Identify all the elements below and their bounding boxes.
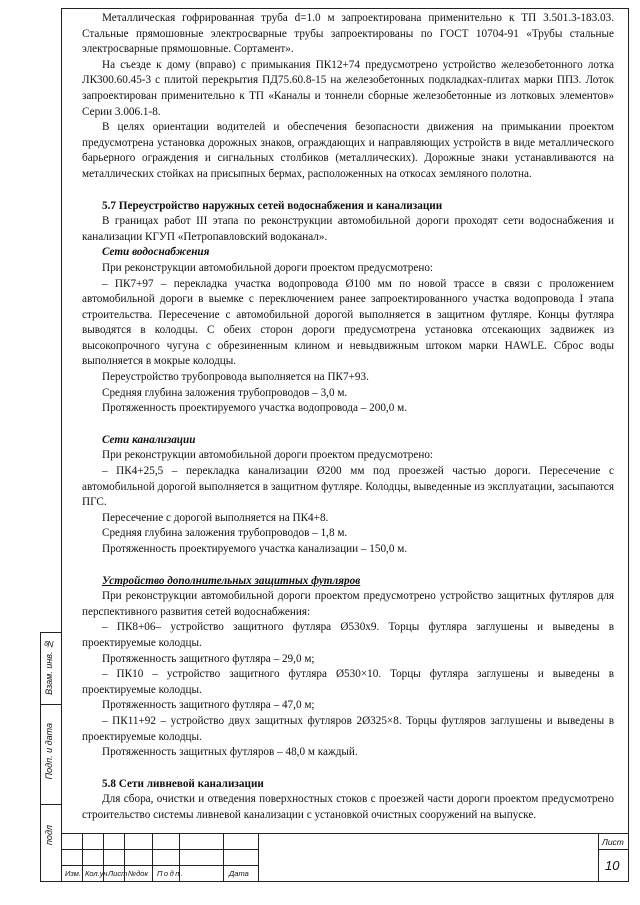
titleblock-list: Лист xyxy=(108,869,128,878)
side-cell-vzam xyxy=(41,633,61,705)
paragraph: Для сбора, очистки и отведения поверхностных стоков с проезжей части дороги проектом предусмотрено строительство системы ливневой канализации с установкой очистных сооружений на выпуске. xyxy=(82,793,614,821)
titleblock-kol: Кол.уч xyxy=(85,869,108,878)
paragraph: Протяженность защитного футляра – 29,0 м; xyxy=(102,652,315,665)
titleblock-list-label: Лист xyxy=(602,837,624,847)
paragraph: Средняя глубина заложения трубопроводов – 3,0 м. xyxy=(102,386,348,399)
paragraph: Протяженность защитных футляров – 48,0 м каждый. xyxy=(102,746,358,759)
subsection-heading: Сети водоснабжения xyxy=(102,246,210,259)
side-label-vzam: Взам. инв. № xyxy=(44,639,54,695)
titleblock-data: Дата xyxy=(229,869,249,878)
side-label-podl: подл xyxy=(44,825,54,846)
list-item: – ПК10 – устройство защитного футляра Ø530×10. Торцы футляра заглушены и выведены в проектируемые колодцы. xyxy=(82,668,614,696)
paragraph: Протяженность проектируемого участка канализации – 150,0 м. xyxy=(102,543,408,555)
list-item: – ПК11+92 – устройство двух защитных футляров 2Ø325×8. Торцы футляров заглушены и выведены в проектируемые колодцы. xyxy=(82,714,614,743)
paragraph: В целях ориентации водителей и обеспечения безопасности движения на примыкании проектом предусмотрена установка дорожных знаков, ограждающих и направляющих устройств в виде металлического барьерного ограждения и сигнальных столбиков (металлических). Дорожные знаки устанавливаются на металлических стойках на присыпных бермах, расположенных на откосах земляного полотна. xyxy=(82,121,614,180)
paragraph: Протяженность проектируемого участка водопровода – 200,0 м. xyxy=(102,402,407,415)
paragraph: Переустройство трубопровода выполняется на ПК7+93. xyxy=(102,371,369,384)
section-heading: 5.8 Сети ливневой канализации xyxy=(102,777,264,790)
subsection-heading: Устройство дополнительных защитных футляров xyxy=(102,574,361,587)
side-cell-podl xyxy=(41,805,61,883)
subsection-heading: Сети канализации xyxy=(102,433,196,446)
document-body xyxy=(82,11,614,824)
titleblock-izm: Изм. xyxy=(65,869,81,878)
list-item: – ПК8+06– устройство защитного футляра Ø530х9. Торцы футляра заглушены и выведены в проектируемые колодцы. xyxy=(82,621,614,649)
side-cell-podp-data xyxy=(41,705,61,805)
list-item: – ПК4+25,5 – перекладка канализации Ø200 мм под проезжей частью дороги. Пересечение с автомобильной дорогой выполняется в защитном футляре. Колодцы, выведенные из эксплуатации, засыпаются ПГС. xyxy=(82,465,614,509)
paragraph: На съезде к дому (вправо) с примыкания ПК12+74 предусмотрено устройство железобетонного лотка ЛК300.60.45-3 с плитой перекрытия ПД75.60.8-15 на железобетонных подкладках-плитах марки ПП3. Лоток запроектирован применительно к ТП «Каналы и тоннели сборные железобетонные из лотковых элементов» Серии 3.006.1-8. xyxy=(82,58,614,118)
paragraph: При реконструкции автомобильной дороги проектом предусмотрено устройство защитных футляров для перспективного развития сетей водоснабжения: xyxy=(82,590,614,618)
page-number: 10 xyxy=(605,858,620,873)
paragraph: В границах работ III этапа по реконструкции автомобильной дороги проходят сети водоснабжения и канализации КГУП «Петропавловский водоканал». xyxy=(82,215,614,243)
paragraph: При реконструкции автомобильной дороги проектом предусмотрено: xyxy=(102,261,434,274)
paragraph: Пересечение с дорогой выполняется на ПК4+8. xyxy=(102,511,329,524)
paragraph: Средняя глубина заложения трубопроводов – 1,8 м. xyxy=(102,527,348,540)
titleblock-podp: Подп. xyxy=(157,869,185,878)
paragraph: При реконструкции автомобильной дороги проектом предусмотрено: xyxy=(102,449,434,462)
paragraph: Протяженность защитного футляра – 47,0 м; xyxy=(102,699,315,712)
side-label-podp-data: Подп. и дата xyxy=(44,723,54,780)
title-block xyxy=(61,833,629,882)
section-heading: 5.7 Переустройство наружных сетей водоснабжения и канализации xyxy=(102,199,443,212)
side-stamp-column xyxy=(40,632,61,882)
paragraph: Металлическая гофрированная труба d=1.0 м запроектирована применительно к ТП 3.501.3-183.03. Стальные прямошовные электросварные трубы запроектированы по ГОСТ 10704-91 «Трубы стальные электросварные прямошовные. Сортамент». xyxy=(82,12,614,56)
list-item: – ПК7+97 – перекладка участка водопровода Ø100 мм по новой трассе в связи с проложением автомобильной дороги в выемке с переключением ранее запроектированного участка водопровода I этапа строительства. Пересечение с автомобильной дорогой выполняется в защитном футляре. Концы футляра выводятся в колодцы. С обеих сторон дороги предусмотрена установка отсекающих задвижек из высокопрочного чугуна с обрезиненным клином и невыдвижным штоком марки HAWLE. Сброс воды выполняется в мокрые колодцы. xyxy=(82,277,614,368)
titleblock-ndok: №док xyxy=(128,869,148,878)
